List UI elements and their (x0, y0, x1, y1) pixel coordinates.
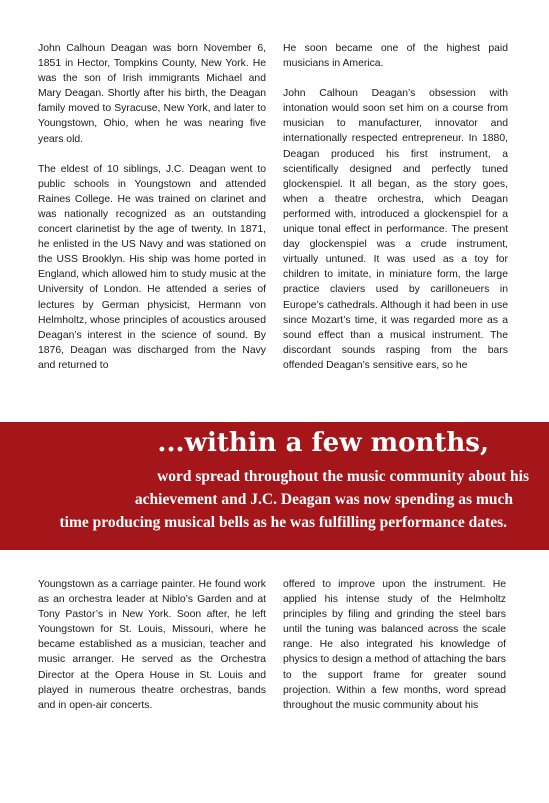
pull-quote-headline: ...within a few months, (157, 428, 489, 458)
article-column-top-left (38, 41, 266, 381)
pull-quote-line: achievement and J.C. Deagan was now spending as much (134, 491, 513, 508)
paragraph: John Calhoun Deagan was born November 6, 1851 in Hector, Tompkins County, New York. He was the son of Irish immigrants Michael and Mary Deagan. Shortly after his birth, the Deagan family moved to Syracuse, New York, and later to Youngstown, Ohio, when he was nearing five years old. (38, 43, 266, 145)
paragraph: offered to improve upon the instrument. He applied his intense study of the Helmholtz principles by filing and grinding the steel bars until the tuning was balanced across the scale range. He also integrated his knowledge of physics to design a method of attaching the bars to the support frame for greater sound projection. Within a few months, word spread throughout the music community about his (283, 579, 506, 711)
article-column-bottom-left (38, 577, 266, 737)
pull-quote-line: time producing musical bells as he was fulfilling performance dates. (59, 514, 507, 531)
pull-quote-band (0, 422, 549, 550)
paragraph: Youngstown as a carriage painter. He found work as an orchestra leader at Niblo’s Garden and at Tony Pastor’s in New York. Soon after, he left Youngstown for St. Louis, Missouri, where he became established as a musician, teacher and music arranger. He served as the Orchestra Director at the Opera House in St. Louis and played in numerous theatre orchestras, bands and in open-air concerts. (38, 579, 266, 711)
pull-quote-line: word spread throughout the music community about his (157, 468, 529, 485)
paragraph: The eldest of 10 siblings, J.C. Deagan went to public schools in Youngstown and attended Raines College. He was trained on clarinet and was nationally recognized as an outstanding concert clarinetist by the age of twenty. In 1871, he enlisted in the US Navy and was stationed on the USS Brooklyn. His ship was home ported in England, which allowed him to study music at the University of London. He attended a series of lectures by German physicist, Hermann von Helmholtz, whose principles of acoustics aroused Deagan’s interest in the science of sound. By 1876, Deagan was discharged from the Navy and returned to (38, 163, 266, 371)
paragraph: John Calhoun Deagan’s obsession with intonation would soon set him on a course from musician to manufacturer, innovator and internationally respected entrepreneur. In 1880, Deagan produced his first instrument, a scientifically designed and perfectly tuned glockenspiel. It all began, as the story goes, when a theatre orchestra, which Deagan performed with, introduced a glockenspiel for a unique tonal effect in performance. The present day glockenspiel was a crude instrument, virtually untuned. It was used as a toy for children to imitate, in miniature form, the large practice claviers used by carilloneuers in Europe’s cathedrals. Although it had been in use since Mozart’s time, it was regarded more as a sound effect than a musical instrument. The discordant sounds rasping from the bars offended Deagan’s sensitive ears, so he (283, 88, 508, 371)
article-column-bottom-right (283, 577, 506, 712)
paragraph: He soon became one of the highest paid musicians in America. (283, 43, 508, 70)
article-column-top-right (283, 41, 508, 381)
